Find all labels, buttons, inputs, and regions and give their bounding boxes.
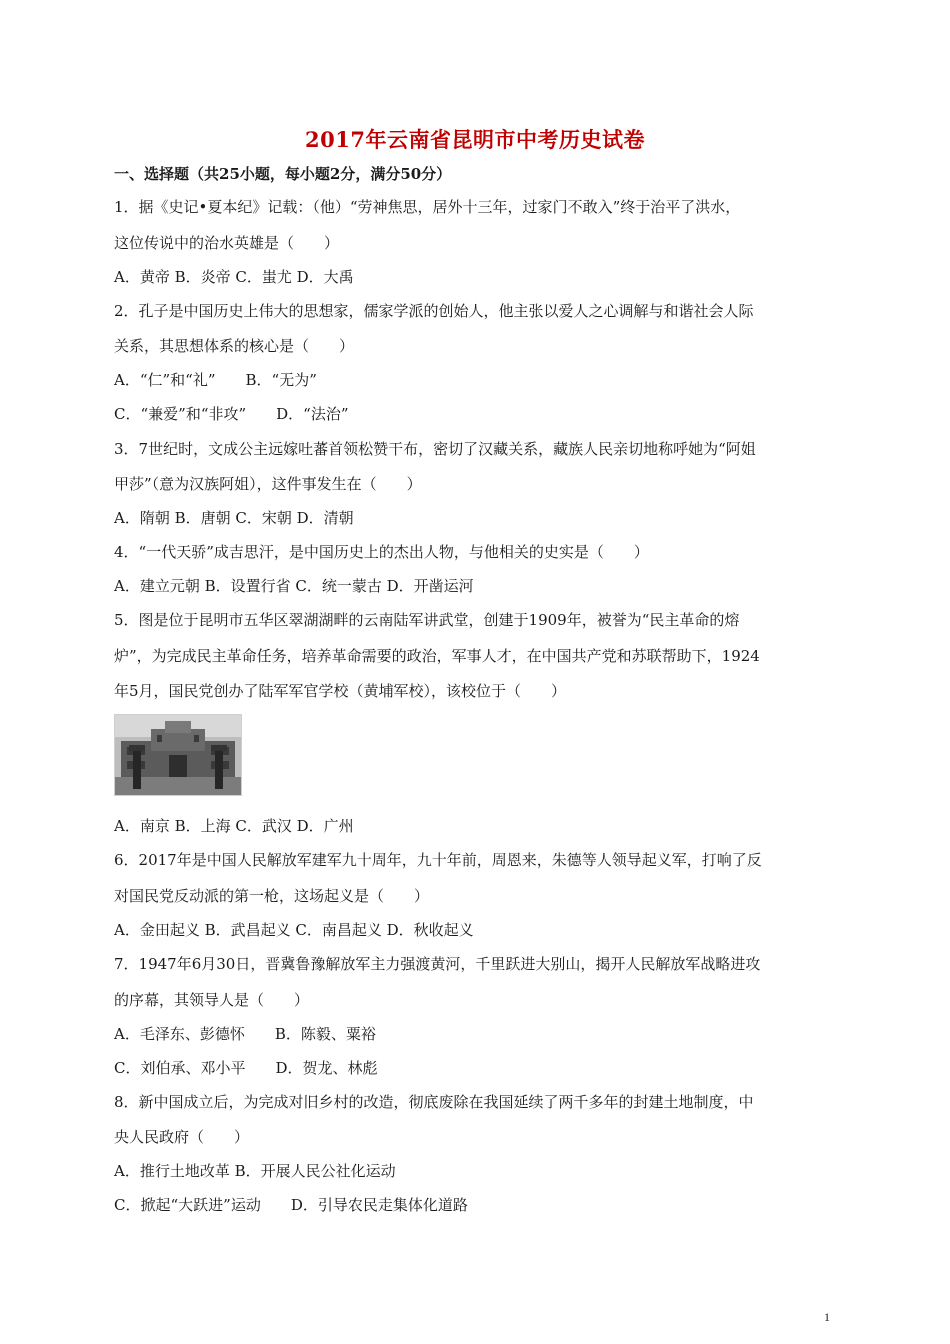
text-line: 7．1947年6月30日，晋冀鲁豫解放军主力强渡黄河，千里跃进大别山，揭开人民解放军战略进攻	[114, 955, 761, 973]
text-line: 年5月，国民党创办了陆军军官学校（黄埔军校），该校位于（ ）	[114, 682, 567, 700]
option-line: A．“仁”和“礼” B．“无为”	[114, 371, 317, 389]
option-line: A．毛泽东、彭德怀 B．陈毅、粟裕	[114, 1025, 376, 1043]
option-line: C．掀起“大跃进”运动 D．引导农民走集体化道路	[114, 1196, 468, 1214]
text-line: 甲莎”（意为汉族阿姐），这件事发生在（ ）	[114, 475, 422, 493]
text-line: 3．7世纪时，文成公主远嫁吐蕃首领松赞干布，密切了汉藏关系，藏族人民亲切地称呼她为“阿姐	[114, 440, 756, 458]
text-line: 8．新中国成立后，为完成对旧乡村的改造，彻底废除在我国延续了两千多年的封建土地制度，中	[114, 1093, 754, 1111]
option-line: A．南京 B．上海 C．武汉 D．广州	[114, 817, 354, 835]
page-number: 1	[824, 1310, 830, 1324]
option-line: A．黄帝 B．炎帝 C．蚩尤 D．大禹	[114, 268, 354, 286]
text-line: 炉”，为完成民主革命任务，培养革命需要的政治，军事人才，在中国共产党和苏联帮助下，1924	[114, 647, 760, 665]
military-academy-photo	[114, 714, 242, 796]
option-line: A．金田起义 B．武昌起义 C．南昌起义 D．秋收起义	[114, 921, 474, 939]
option-line: A．推行土地改革 B．开展人民公社化运动	[114, 1162, 396, 1180]
text-line: 2．孔子是中国历史上伟大的思想家，儒家学派的创始人，他主张以爱人之心调解与和谐社会人际	[114, 302, 754, 320]
text-line: 对国民党反动派的第一枪，这场起义是（ ）	[114, 887, 430, 905]
option-line: C．“兼爱”和“非攻” D．“法治”	[114, 405, 349, 423]
text-line: 这位传说中的治水英雄是（ ）	[114, 234, 340, 252]
section-heading: 一、选择题（共25小题，每小题2分，满分50分）	[114, 165, 452, 183]
text-line: 的序幕，其领导人是（ ）	[114, 991, 310, 1009]
text-line: 央人民政府（ ）	[114, 1128, 250, 1146]
text-line: 关系，其思想体系的核心是（ ）	[114, 337, 355, 355]
text-line: 5．图是位于昆明市五华区翠湖湖畔的云南陆军讲武堂，创建于1909年，被誉为“民主革命的熔	[114, 611, 740, 629]
page-title: 2017年云南省昆明市中考历史试卷	[305, 127, 645, 152]
text-line: 6．2017年是中国人民解放军建军九十周年，九十年前，周恩来，朱德等人领导起义军，打响了反	[114, 851, 762, 869]
text-line: 1．据《史记•夏本纪》记载：（他）“劳神焦思，居外十三年，过家门不敢入”终于治平了洪水，	[114, 198, 741, 216]
text-line: 4．“一代天骄”成吉思汗，是中国历史上的杰出人物，与他相关的史实是（ ）	[114, 543, 649, 561]
option-line: A．建立元朝 B．设置行省 C．统一蒙古 D．开凿运河	[114, 577, 474, 595]
option-line: A．隋朝 B．唐朝 C．宋朝 D．清朝	[114, 509, 354, 527]
option-line: C．刘伯承、邓小平 D．贺龙、林彪	[114, 1059, 378, 1077]
